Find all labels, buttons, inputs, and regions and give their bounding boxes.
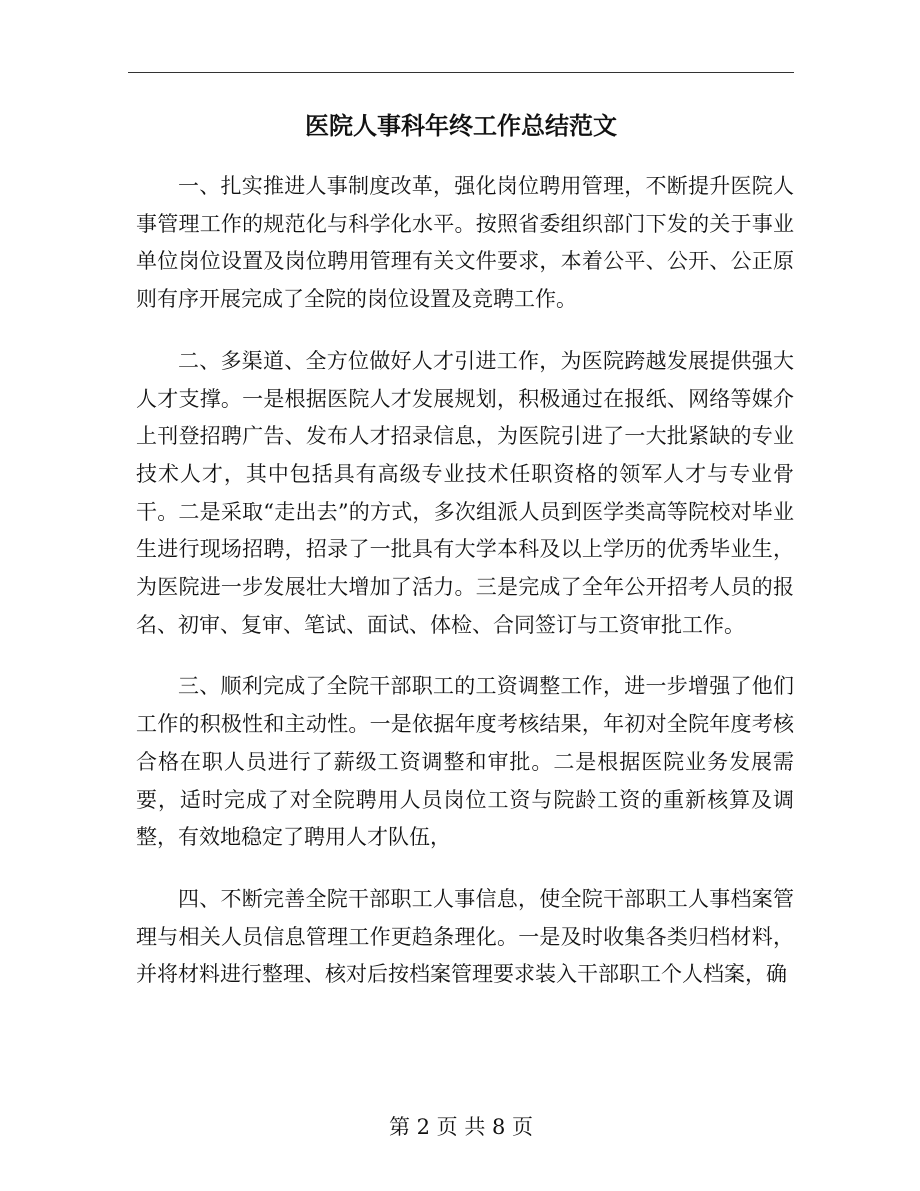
paragraph-1: 一、扎实推进人事制度改革，强化岗位聘用管理，不断提升医院人事管理工作的规范化与科学化水平。按照省委组织部门下发的关于事业单位岗位设置及岗位聘用管理有关文件要求，本着公平、公开、公正原则有序开展完成了全院的岗位设置及竞聘工作。 — [136, 174, 794, 312]
header-rule — [128, 72, 794, 73]
page-number-footer: 第 2 页 共 8 页 — [388, 1115, 534, 1139]
paragraph-4: 四、不断完善全院干部职工人事信息，使全院干部职工人事档案管理与相关人员信息管理工作更趋条理化。一是及时收集各类归档材料，并将材料进行整理、核对后按档案管理要求装入干部职工个人档案，确 — [136, 886, 794, 987]
paragraph-3: 三、顺利完成了全院干部职工的工资调整工作，进一步增强了他们工作的积极性和主动性。一是依据年度考核结果，年初对全院年度考核合格在职人员进行了薪级工资调整和审批。二是根据医院业务发展需要，适时完成了对全院聘用人员岗位工资与院龄工资的重新核算及调整，有效地稳定了聘用人才队伍， — [136, 674, 794, 850]
paragraph-2: 二、多渠道、全方位做好人才引进工作，为医院跨越发展提供强大人才支撑。一是根据医院人才发展规划，积极通过在报纸、网络等媒介上刊登招聘广告、发布人才招录信息，为医院引进了一大批紧缺的专业技术人才，其中包括具有高级专业技术任职资格的领军人才与专业骨干。二是采取“走出去”的方式，多次组派人员到医学类高等院校对毕业生进行现场招聘，招录了一批具有大学本科及以上学历的优秀毕业生，为医院进一步发展壮大增加了活力。三是完成了全年公开招考人员的报名、初审、复审、笔试、面试、体检、合同签订与工资审批工作。 — [136, 348, 794, 637]
document-body — [136, 168, 794, 1018]
page-title: 医院人事科年终工作总结范文 — [305, 111, 617, 140]
